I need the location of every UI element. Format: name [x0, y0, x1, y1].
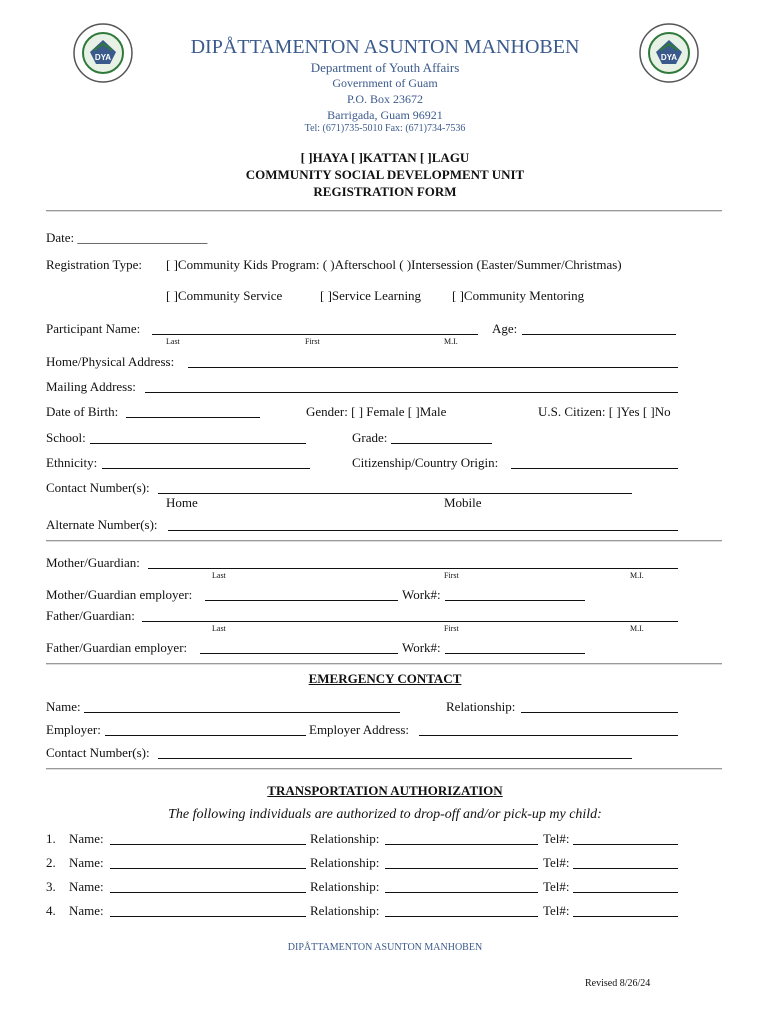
- participant-label: Participant Name:: [46, 321, 141, 336]
- reg-option-mentoring[interactable]: [ ]Community Mentoring: [452, 288, 585, 303]
- transport-heading: TRANSPORTATION AUTHORIZATION: [267, 783, 503, 798]
- emergency-employer-address-label: Employer Address:: [309, 722, 410, 737]
- sub-first: First: [444, 624, 459, 633]
- transport-tel-label: Tel#:: [543, 855, 570, 870]
- gender-field[interactable]: Gender: [ ] Female [ ]Male: [306, 404, 447, 419]
- transport-name-input[interactable]: [110, 916, 306, 917]
- father-input[interactable]: [142, 621, 678, 622]
- age-label: Age:: [492, 321, 518, 336]
- mother-work-input[interactable]: [445, 600, 585, 601]
- dept-english: Department of Youth Affairs: [310, 60, 460, 75]
- sub-first: First: [305, 337, 320, 346]
- mother-employer-input[interactable]: [205, 600, 398, 601]
- transport-rel-label: Relationship:: [310, 855, 380, 870]
- transport-name-input[interactable]: [110, 868, 306, 869]
- mother-input[interactable]: [148, 568, 678, 569]
- seal-text: DYA: [94, 53, 112, 62]
- transport-rel-label: Relationship:: [310, 879, 380, 894]
- transport-tel-label: Tel#:: [543, 831, 570, 846]
- transport-rel-label: Relationship:: [310, 831, 380, 846]
- mother-work-label: Work#:: [402, 587, 441, 602]
- mailing-address-input[interactable]: [145, 392, 678, 393]
- emergency-name-input[interactable]: [84, 712, 400, 713]
- emergency-heading: EMERGENCY CONTACT: [308, 671, 462, 686]
- transport-tel-label: Tel#:: [543, 903, 570, 918]
- reg-option-kids[interactable]: [ ]Community Kids Program: ( )Afterschool ( )Intersession (Easter/Summer/Christmas): [166, 257, 622, 272]
- transport-intro: The following individuals are authorized to drop-off and/or pick-up my child:: [168, 807, 602, 822]
- participant-input[interactable]: [152, 334, 478, 335]
- transport-tel-input[interactable]: [573, 916, 678, 917]
- transport-name-input[interactable]: [110, 844, 306, 845]
- transport-tel-input[interactable]: [573, 844, 678, 845]
- emergency-employer-address-input[interactable]: [419, 735, 678, 736]
- contact-home-sub: Home: [166, 495, 198, 510]
- emergency-contact-label: Contact Number(s):: [46, 745, 150, 760]
- contact-label: Contact Number(s):: [46, 480, 150, 495]
- emergency-employer-input[interactable]: [105, 735, 306, 736]
- ethnicity-label: Ethnicity:: [46, 455, 98, 470]
- transport-rel-label: Relationship:: [310, 903, 380, 918]
- dob-label: Date of Birth:: [46, 404, 119, 419]
- city: Barrigada, Guam 96921: [327, 108, 443, 122]
- revised-date: Revised 8/26/24: [585, 978, 651, 989]
- school-input[interactable]: [90, 443, 306, 444]
- title-line-2: COMMUNITY SOCIAL DEVELOPMENT UNIT: [245, 167, 525, 182]
- sub-first: First: [444, 571, 459, 580]
- citizen-field[interactable]: U.S. Citizen: [ ]Yes [ ]No: [538, 404, 671, 419]
- father-employer-label: Father/Guardian employer:: [46, 640, 188, 655]
- transport-rel-input[interactable]: [385, 892, 538, 893]
- reg-option-service[interactable]: [ ]Community Service: [166, 288, 283, 303]
- citizenship-label: Citizenship/Country Origin:: [352, 455, 499, 470]
- home-address-input[interactable]: [188, 367, 678, 368]
- sub-last: Last: [166, 337, 180, 346]
- divider: [46, 540, 722, 542]
- divider: [46, 210, 722, 212]
- mother-employer-label: Mother/Guardian employer:: [46, 587, 193, 602]
- po-box: P.O. Box 23672: [346, 92, 423, 106]
- father-work-label: Work#:: [402, 640, 441, 655]
- date-field: Date: ____________________: [46, 230, 208, 245]
- grade-input[interactable]: [391, 443, 492, 444]
- grade-label: Grade:: [352, 430, 388, 445]
- contact-mobile-sub: Mobile: [444, 495, 482, 510]
- transport-tel-label: Tel#:: [543, 879, 570, 894]
- transport-name-label: Name:: [69, 831, 104, 846]
- seal-text: DYA: [660, 53, 678, 62]
- reg-type-label: Registration Type:: [46, 257, 142, 272]
- transport-rel-input[interactable]: [385, 916, 538, 917]
- footer-dept: DIPÅTTAMENTON ASUNTON MANHOBEN: [287, 942, 483, 953]
- transport-rel-input[interactable]: [385, 844, 538, 845]
- home-address-label: Home/Physical Address:: [46, 354, 175, 369]
- alt-number-input[interactable]: [168, 530, 678, 531]
- title-line-3: REGISTRATION FORM: [313, 184, 457, 199]
- dept-name: DIPÅTTAMENTON ASUNTON MANHOBEN: [190, 36, 580, 58]
- citizenship-input[interactable]: [511, 468, 678, 469]
- dob-input[interactable]: [126, 417, 260, 418]
- transport-row-num: 2.: [46, 855, 56, 870]
- transport-name-label: Name:: [69, 879, 104, 894]
- sub-mi: M.I.: [630, 624, 644, 633]
- sub-last: Last: [212, 571, 226, 580]
- mailing-address-label: Mailing Address:: [46, 379, 136, 394]
- sub-mi: M.I.: [630, 571, 644, 580]
- gov-name: Government of Guam: [332, 76, 438, 90]
- transport-name-label: Name:: [69, 903, 104, 918]
- sub-last: Last: [212, 624, 226, 633]
- tel-fax: Tel: (671)735-5010 Fax: (671)734-7536: [304, 123, 466, 134]
- age-input[interactable]: [522, 334, 676, 335]
- transport-rel-input[interactable]: [385, 868, 538, 869]
- sub-mi: M.I.: [444, 337, 458, 346]
- father-work-input[interactable]: [445, 653, 585, 654]
- school-label: School:: [46, 430, 86, 445]
- reg-option-learning[interactable]: [ ]Service Learning: [320, 288, 422, 303]
- father-label: Father/Guardian:: [46, 608, 135, 623]
- emergency-relationship-input[interactable]: [521, 712, 678, 713]
- contact-input[interactable]: [158, 493, 632, 494]
- emergency-employer-label: Employer:: [46, 722, 101, 737]
- alt-number-label: Alternate Number(s):: [46, 517, 158, 532]
- transport-tel-input[interactable]: [573, 892, 678, 893]
- transport-tel-input[interactable]: [573, 868, 678, 869]
- mother-label: Mother/Guardian:: [46, 555, 140, 570]
- divider: [46, 768, 722, 770]
- transport-row-num: 3.: [46, 879, 56, 894]
- emergency-relationship-label: Relationship:: [446, 699, 516, 714]
- emergency-name-label: Name:: [46, 699, 81, 714]
- ethnicity-input[interactable]: [102, 468, 310, 469]
- emergency-contact-input[interactable]: [158, 758, 632, 759]
- divider: [46, 663, 722, 665]
- transport-name-input[interactable]: [110, 892, 306, 893]
- transport-row-num: 4.: [46, 903, 56, 918]
- transport-name-label: Name:: [69, 855, 104, 870]
- transport-row-num: 1.: [46, 831, 56, 846]
- title-line-1: [ ]HAYA [ ]KATTAN [ ]LAGU: [300, 150, 470, 165]
- father-employer-input[interactable]: [200, 653, 398, 654]
